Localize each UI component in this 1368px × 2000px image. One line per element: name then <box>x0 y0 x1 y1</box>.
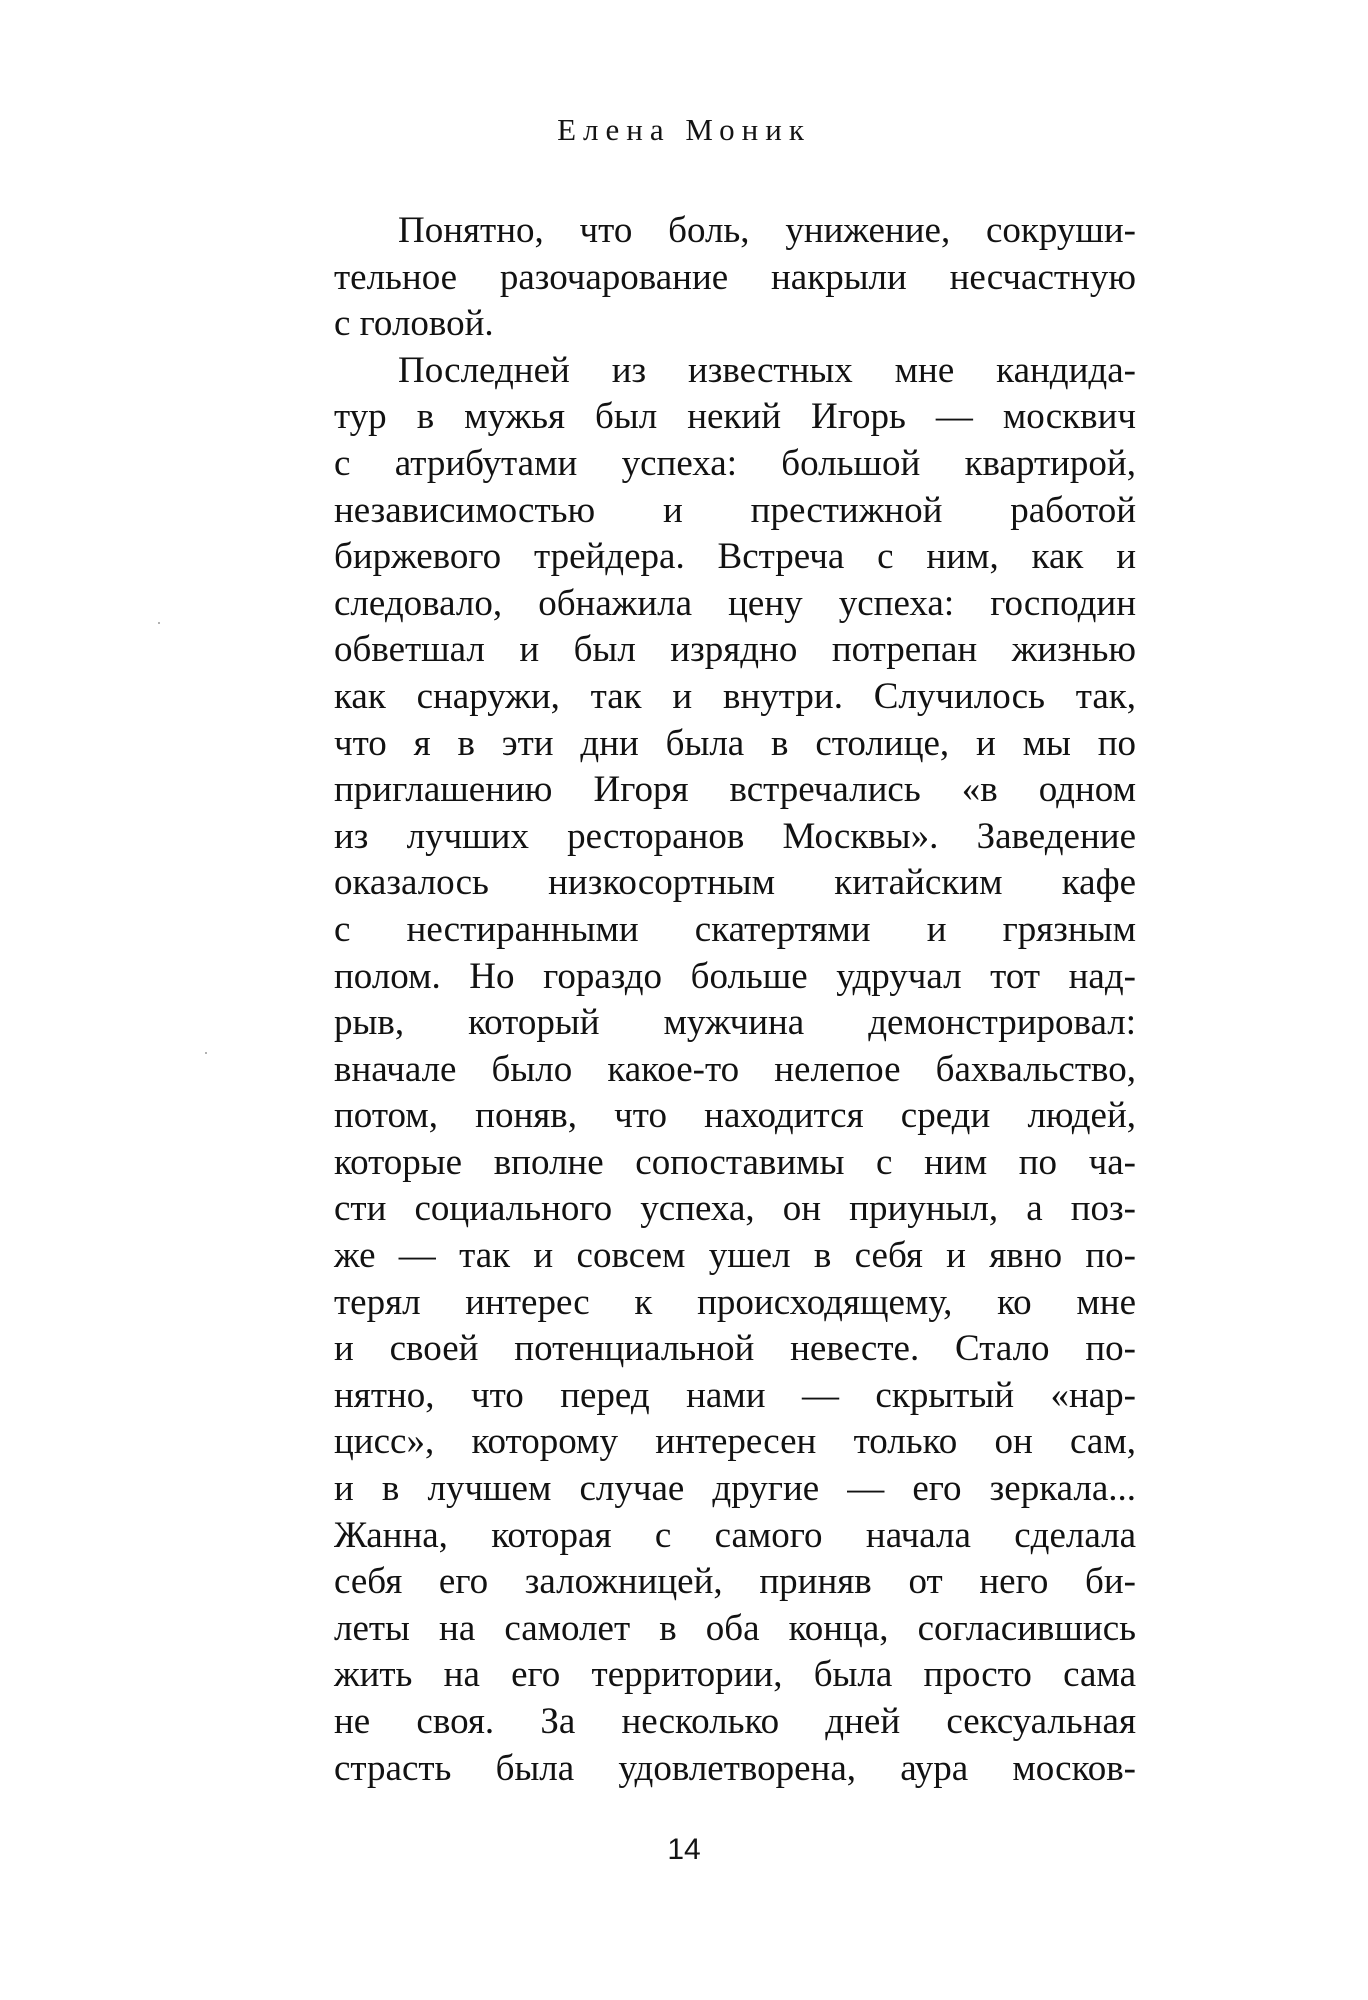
text-line: леты на самолет в оба конца, согласившись <box>334 1607 1136 1649</box>
text-line: сти социального успеха, он приуныл, а поз- <box>334 1188 1136 1230</box>
paragraph <box>334 208 1136 348</box>
text-line: следовало, обнажила цену успеха: господин <box>334 582 1136 624</box>
text-line: с головой. <box>334 303 494 345</box>
text-line: и своей потенциальной невесте. Стало по- <box>334 1328 1136 1370</box>
text-line: обветшал и был изрядно потрепан жизнью <box>334 629 1136 671</box>
text-line: страсть была удовлетворена, аура москов- <box>334 1747 1136 1789</box>
text-line: что я в эти дни была в столице, и мы по <box>334 722 1136 764</box>
text-line: приглашению Игоря встречались «в одном <box>334 769 1136 811</box>
text-line: как снаружи, так и внутри. Случилось так, <box>334 675 1136 717</box>
text-line: Жанна, которая с самого начала сделала <box>334 1514 1136 1556</box>
text-line: терял интерес к происходящему, ко мне <box>334 1281 1136 1323</box>
body-text <box>334 208 1136 1792</box>
text-line: вначале было какое-то нелепое бахвальство, <box>334 1048 1136 1090</box>
text-line: которые вполне сопоставимы с ним по ча- <box>334 1141 1136 1183</box>
text-line: из лучших ресторанов Москвы». Заведение <box>334 815 1136 857</box>
page-number: 14 <box>667 1833 701 1866</box>
text-line: рыв, который мужчина демонстрировал: <box>334 1002 1136 1044</box>
text-line: Понятно, что боль, унижение, сокруши- <box>398 210 1136 251</box>
text-line: тур в мужья был некий Игорь — москвич <box>334 396 1136 438</box>
print-speck <box>158 622 160 624</box>
text-line: независимостью и престижной работой <box>334 489 1136 531</box>
text-line: полом. Но гораздо больше удручал тот над- <box>334 955 1136 997</box>
text-line: биржевого трейдера. Встреча с ним, как и <box>334 536 1136 578</box>
text-line: потом, поняв, что находится среди людей, <box>334 1095 1136 1137</box>
text-line: нятно, что перед нами — скрытый «нар- <box>334 1374 1136 1416</box>
running-head-author: Елена Моник <box>557 112 811 147</box>
text-line: Последней из известных мне кандида- <box>398 349 1136 391</box>
paragraph <box>334 348 1136 1792</box>
text-line: и в лучшем случае другие — его зеркала... <box>334 1468 1136 1510</box>
text-line: жить на его территории, была просто сама <box>334 1654 1136 1696</box>
text-line: с нестиранными скатертями и грязным <box>334 908 1136 950</box>
text-line: оказалось низкосортным китайским кафе <box>334 862 1136 904</box>
text-line: не своя. За несколько дней сексуальная <box>334 1701 1136 1742</box>
text-line: тельное разочарование накрыли несчастную <box>334 256 1136 298</box>
text-line: же — так и совсем ушел в себя и явно по- <box>334 1235 1136 1277</box>
print-speck <box>205 1052 207 1054</box>
text-line: с атрибутами успеха: большой квартирой, <box>334 442 1136 484</box>
text-line: цисс», которому интересен только он сам, <box>334 1421 1136 1463</box>
text-line: себя его заложницей, приняв от него би- <box>334 1561 1136 1603</box>
